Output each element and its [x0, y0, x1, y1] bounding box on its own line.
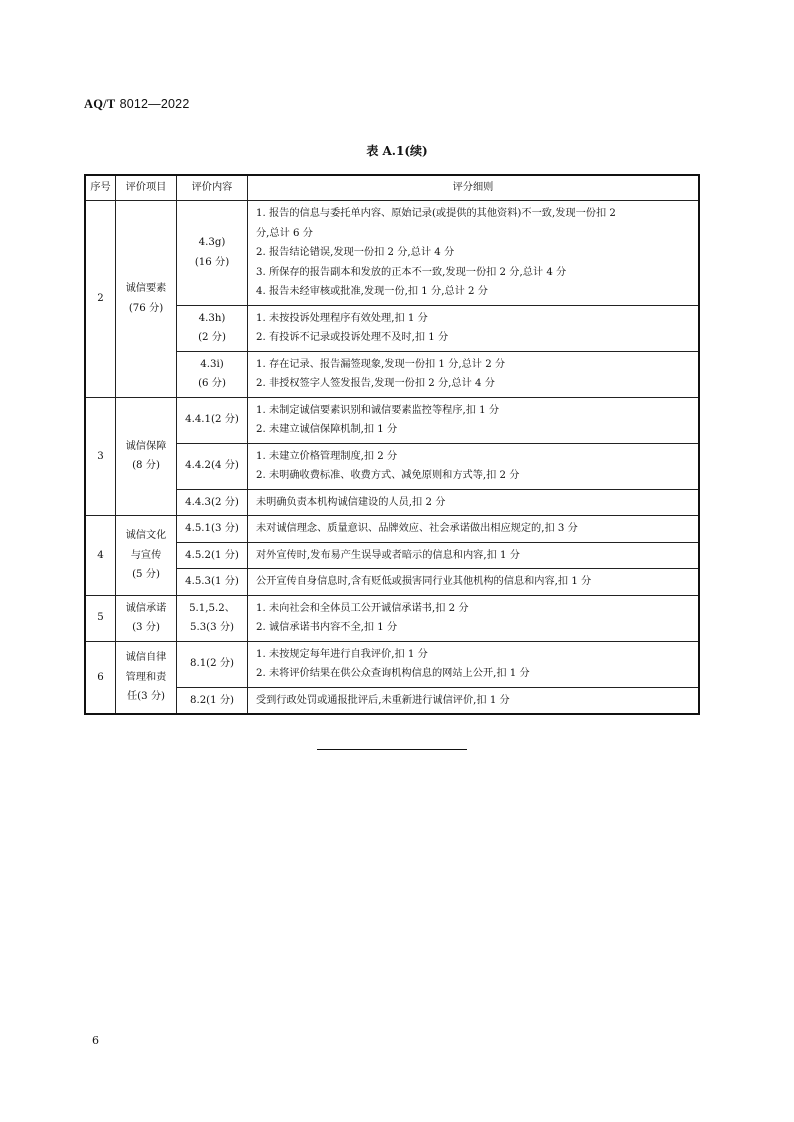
scoring-rule-line: 2. 报告结论错误,发现一份扣 2 分,总计 4 分 — [256, 247, 455, 258]
eval-content-line: 4.4.3(2 分) — [185, 496, 239, 508]
eval-item-line: 诚信保障 — [125, 440, 167, 452]
cell-eval-content — [177, 351, 248, 397]
table-row — [85, 687, 699, 714]
cell-scoring-rules — [248, 397, 700, 443]
eval-content-line: 4.3g) — [198, 237, 226, 249]
table-row — [85, 397, 699, 443]
cell-scoring-rules — [248, 516, 700, 543]
cell-scoring-rules — [248, 351, 700, 397]
eval-item-line: 任(3 分) — [126, 691, 166, 702]
table-body — [85, 201, 699, 715]
table-row — [85, 443, 699, 489]
scoring-rule-line: 公开宣传自身信息时,含有贬低或损害同行业其他机构的信息和内容,扣 1 分 — [256, 576, 592, 587]
eval-content-line: 8.1(2 分) — [189, 658, 235, 670]
eval-item-line: 诚信自律 — [125, 652, 167, 663]
cell-scoring-rules — [248, 542, 700, 569]
cell-scoring-rules — [248, 595, 700, 641]
table-row — [85, 489, 699, 516]
cell-eval-content — [177, 516, 248, 543]
scoring-rule-line: 2. 有投诉不记录或投诉处理不及时,扣 1 分 — [256, 332, 449, 343]
scoring-rule-line: 4. 报告未经审核或批准,发现一份,扣 1 分,总计 2 分 — [256, 286, 488, 297]
evaluation-table — [84, 174, 700, 715]
cell-scoring-rules — [248, 489, 700, 516]
eval-content-line: 4.3i) — [200, 358, 224, 370]
table-row — [85, 641, 699, 687]
cell-eval-content — [177, 489, 248, 516]
end-rule-divider — [317, 749, 467, 750]
scoring-rule-line: 对外宣传时,发布易产生误导或者暗示的信息和内容,扣 1 分 — [256, 549, 520, 561]
table-row — [85, 542, 699, 569]
eval-item-line: 诚信承诺 — [125, 602, 167, 614]
scoring-rule-line: 2. 未明确收费标准、收费方式、减免原则和方式等,扣 2 分 — [256, 470, 520, 481]
eval-content-line: (6 分) — [198, 378, 226, 389]
cell-eval-content — [177, 397, 248, 443]
standard-prefix: AQ/T — [84, 97, 116, 111]
cell-eval-content — [177, 687, 248, 714]
scoring-rule-line: 1. 报告的信息与委托单内容、原始记录(或提供的其他资料)不一致,发现一份扣 2 — [256, 208, 616, 219]
cell-eval-content — [177, 443, 248, 489]
eval-item-line: (3 分) — [132, 622, 160, 633]
eval-content-line: (16 分) — [194, 256, 230, 268]
col-header-content: 评价内容 — [177, 175, 248, 201]
scoring-rule-line: 1. 未按规定每年进行自我评价,扣 1 分 — [256, 648, 428, 660]
eval-item-line: (8 分) — [132, 460, 160, 472]
cell-scoring-rules — [248, 443, 700, 489]
cell-serial-no: 2 — [85, 201, 116, 398]
cell-eval-content — [177, 305, 248, 351]
table-row — [85, 516, 699, 543]
col-header-item: 评价项目 — [116, 175, 177, 201]
cell-scoring-rules — [248, 201, 700, 306]
cell-scoring-rules — [248, 687, 700, 714]
scoring-rule-line: 2. 非授权签字人签发报告,发现一份扣 2 分,总计 4 分 — [256, 378, 495, 389]
scoring-rule-line: 2. 诚信承诺书内容不全,扣 1 分 — [256, 622, 398, 633]
cell-eval-item — [116, 397, 177, 516]
scoring-rule-line: 受到行政处罚或通报批评后,未重新进行诚信评价,扣 1 分 — [256, 694, 510, 706]
scoring-rule-line: 分,总计 6 分 — [256, 227, 313, 239]
eval-item-line: 与宣传 — [130, 549, 162, 561]
cell-serial-no: 4 — [85, 516, 116, 596]
scoring-rule-line: 1. 存在记录、报告漏签现象,发现一份扣 1 分,总计 2 分 — [256, 358, 506, 370]
scoring-rule-line: 1. 未建立价格管理制度,扣 2 分 — [256, 450, 398, 462]
cell-eval-item — [116, 641, 177, 714]
scoring-rule-line: 1. 未制定诚信要素识别和诚信要素监控等程序,扣 1 分 — [256, 404, 500, 416]
eval-content-line: 4.5.3(1 分) — [185, 576, 239, 587]
cell-scoring-rules — [248, 305, 700, 351]
eval-item-line: 诚信要素 — [125, 283, 167, 295]
cell-scoring-rules — [248, 641, 700, 687]
cell-eval-content — [177, 201, 248, 306]
eval-content-line: 4.4.2(4 分) — [185, 460, 239, 472]
table-row — [85, 595, 699, 641]
eval-item-line: 诚信文化 — [125, 530, 167, 541]
table-title: 表 A.1(续) — [366, 144, 428, 158]
cell-eval-item — [116, 516, 177, 596]
eval-item-line: (76 分) — [128, 302, 164, 314]
eval-content-line: 5.1,5.2、 — [189, 602, 235, 614]
cell-eval-content — [177, 542, 248, 569]
scoring-rule-line: 1. 未按投诉处理程序有效处理,扣 1 分 — [256, 312, 428, 324]
table-row — [85, 569, 699, 596]
eval-content-line: 8.2(1 分) — [189, 694, 235, 706]
eval-content-line: 5.3(3 分) — [189, 622, 235, 633]
eval-content-line: (2 分) — [198, 332, 226, 343]
cell-eval-content — [177, 595, 248, 641]
table-row — [85, 305, 699, 351]
table-row — [85, 201, 699, 306]
table-header-row — [85, 175, 699, 201]
scoring-rule-line: 2. 未建立诚信保障机制,扣 1 分 — [256, 424, 398, 435]
eval-content-line: 4.3h) — [198, 312, 226, 324]
eval-content-line: 4.5.2(1 分) — [185, 549, 239, 561]
scoring-rule-line: 1. 未向社会和全体员工公开诚信承诺书,扣 2 分 — [256, 602, 469, 614]
scoring-rule-line: 未明确负责本机构诚信建设的人员,扣 2 分 — [256, 496, 446, 508]
standard-number: 8012—2022 — [119, 97, 190, 111]
scoring-rule-line: 未对诚信理念、质量意识、品牌效应、社会承诺做出相应规定的,扣 3 分 — [256, 523, 578, 534]
eval-item-line: 管理和责 — [125, 671, 167, 683]
cell-scoring-rules — [248, 569, 700, 596]
col-header-no: 序号 — [85, 175, 116, 201]
cell-eval-content — [177, 569, 248, 596]
cell-eval-content — [177, 641, 248, 687]
scoring-rule-line: 3. 所保存的报告副本和发放的正本不一致,发现一份扣 2 分,总计 4 分 — [256, 266, 567, 278]
col-header-rules: 评分细则 — [248, 175, 700, 201]
eval-item-line: (5 分) — [132, 569, 160, 580]
page-number: 6 — [92, 1034, 99, 1047]
cell-serial-no: 5 — [85, 595, 116, 641]
eval-content-line: 4.4.1(2 分) — [185, 414, 239, 426]
scoring-rule-line: 2. 未将评价结果在供公众查询机构信息的网站上公开,扣 1 分 — [256, 668, 530, 679]
standard-code — [84, 96, 189, 112]
cell-eval-item — [116, 595, 177, 641]
eval-content-line: 4.5.1(3 分) — [185, 523, 239, 534]
table-row — [85, 351, 699, 397]
cell-serial-no: 6 — [85, 641, 116, 714]
cell-eval-item — [116, 201, 177, 398]
cell-serial-no: 3 — [85, 397, 116, 516]
